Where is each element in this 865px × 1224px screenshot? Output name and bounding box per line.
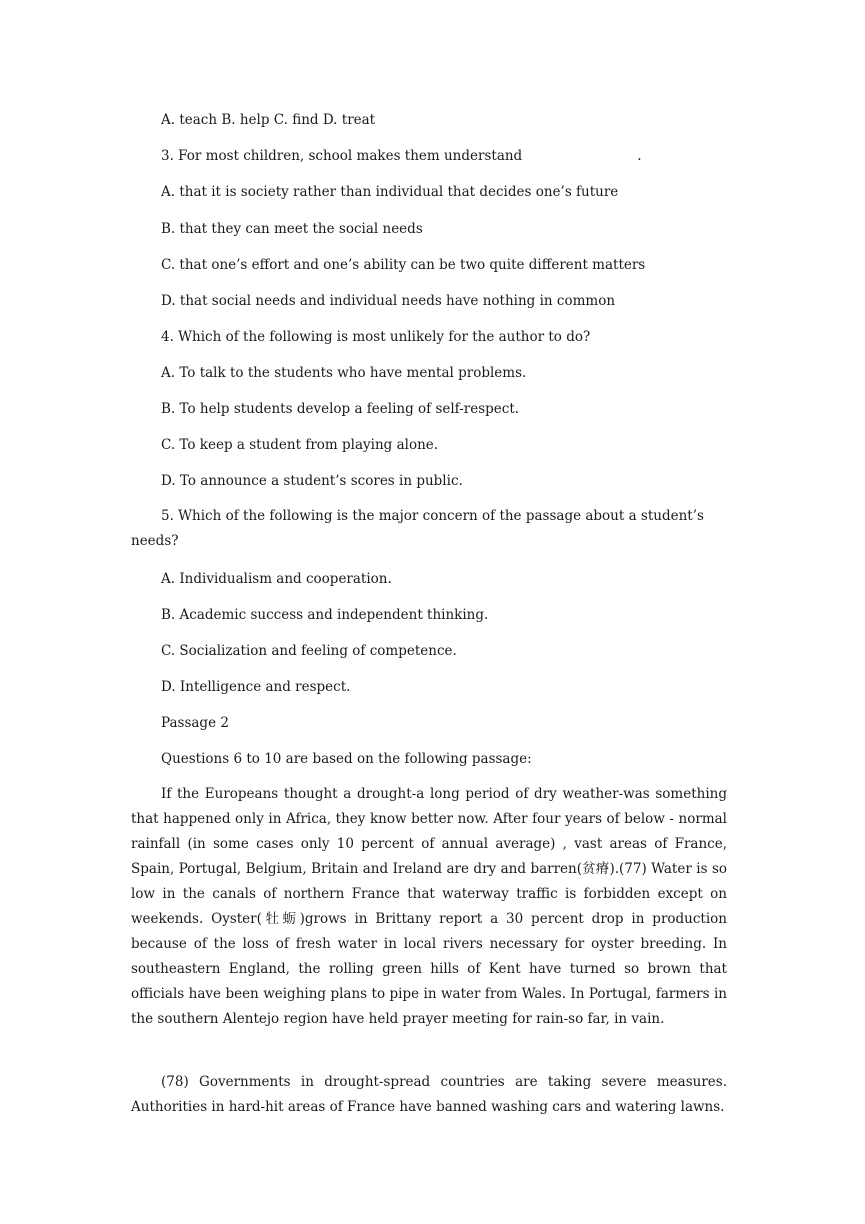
passage-paragraph-2: (78) Governments in drought-spread countries are taking severe measures. Authorities in hard-hit areas of France have banned washing cars and watering lawns. <box>131 1074 727 1115</box>
q3-option-b: B. that they can meet the social needs <box>161 221 423 237</box>
passage-paragraph-1: If the Europeans thought a drought-a long period of dry weather-was something that happened only in Africa, they know better now. After four years of below - normal rainfall (in some cases only 10 percent of annual average) , vast areas of France, Spain, Portugal, Belgium, Britain and Ireland are dry and barren(贫瘠).(77) Water is so low in the canals of northern France that waterway traffic is forbidden except on weekends. Oyster(牡蛎)grows in Brittany report a 30 percent drop in production because of the loss of fresh water in local rivers necessary for oyster breeding. In southeastern England, the rolling green hills of Kent have turned so brown that officials have been weighing plans to pipe in water from Wales. In Portugal, farmers in the southern Alentejo region have held prayer meeting for rain-so far, in vain. <box>131 786 727 1027</box>
q4-option-b: B. To help students develop a feeling of self-respect. <box>161 401 520 417</box>
passage-heading: Passage 2 <box>161 715 229 731</box>
passage-instruction: Questions 6 to 10 are based on the following passage: <box>161 751 532 767</box>
q2-options: A. teach B. help C. find D. treat <box>161 112 376 128</box>
q5-stem: 5. Which of the following is the major concern of the passage about a student’s needs? <box>131 508 704 549</box>
q5-option-b: B. Academic success and independent thinking. <box>161 607 489 623</box>
q5-option-d: D. Intelligence and respect. <box>161 679 351 695</box>
q4-option-d: D. To announce a student’s scores in public. <box>161 473 463 489</box>
q3-option-c: C. that one’s effort and one’s ability can be two quite different matters <box>161 257 646 273</box>
q4-stem: 4. Which of the following is most unlikely for the author to do? <box>161 329 591 345</box>
q3-stem-text: 3. For most children, school makes them understand <box>161 148 523 164</box>
q5-option-c: C. Socialization and feeling of competence. <box>161 643 457 659</box>
q3-blank-end: . <box>637 148 642 164</box>
q4-option-c: C. To keep a student from playing alone. <box>161 437 439 453</box>
q4-option-a: A. To talk to the students who have mental problems. <box>161 365 527 381</box>
q3-stem <box>161 147 642 165</box>
q3-option-a: A. that it is society rather than individual that decides one’s future <box>161 184 619 200</box>
q3-option-d: D. that social needs and individual needs have nothing in common <box>161 293 616 309</box>
q5-option-a: A. Individualism and cooperation. <box>161 571 392 587</box>
